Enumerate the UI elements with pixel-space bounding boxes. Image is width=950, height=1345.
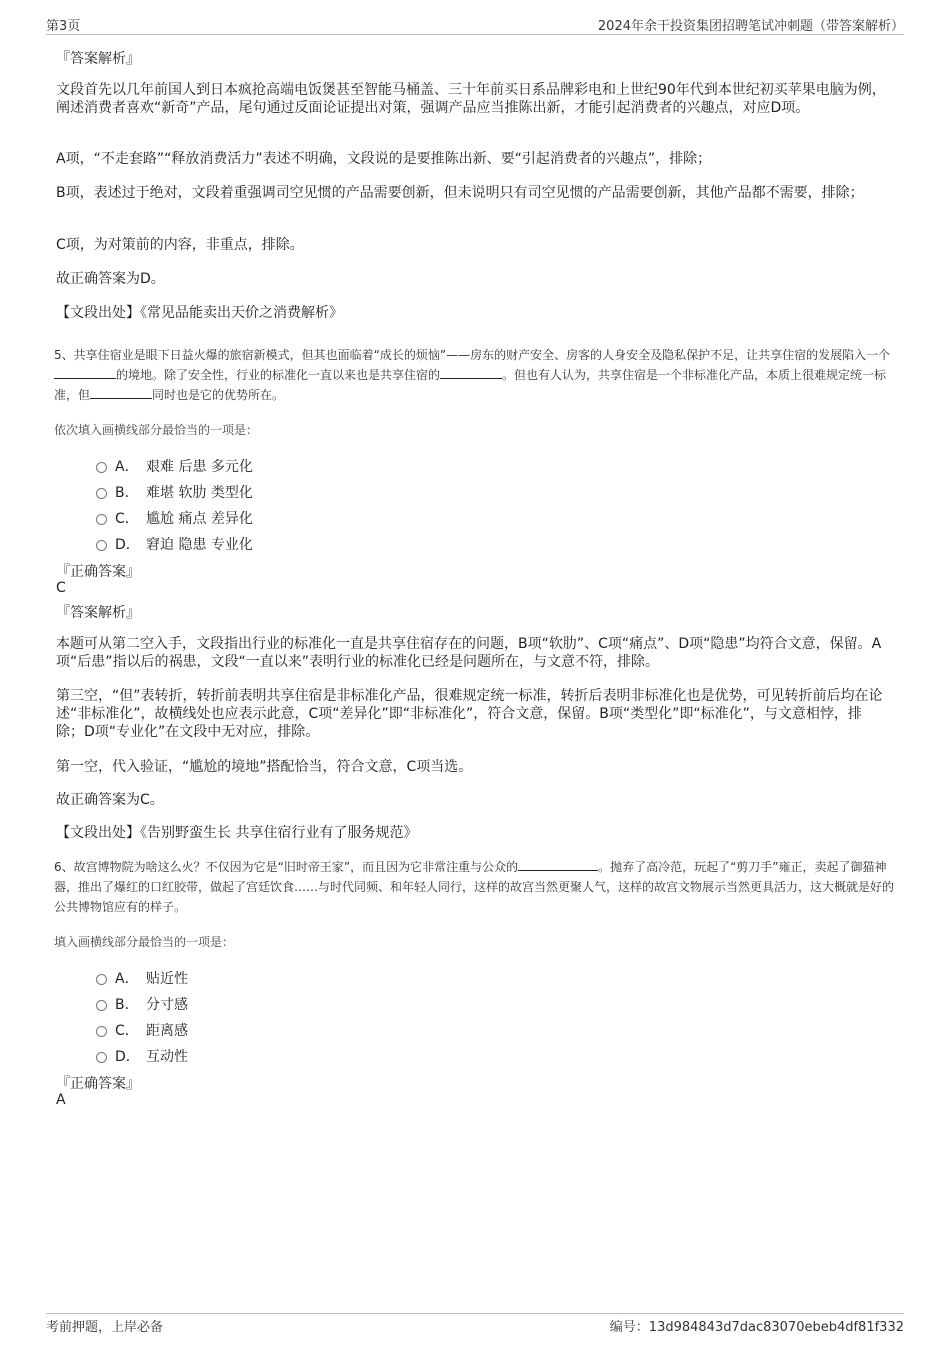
page-number: 第3页 <box>46 19 81 34</box>
radio-icon[interactable] <box>96 974 107 985</box>
page-header <box>46 14 904 35</box>
correct-answer-label: 『正确答案』 <box>56 1076 140 1092</box>
fill-blank <box>54 366 116 379</box>
page-footer <box>46 1313 904 1336</box>
analysis-paragraph: 故正确答案为D。 <box>56 271 165 287</box>
source-citation: 【文段出处】《告别野蛮生长 共享住宿行业有了服务规范》 <box>56 825 418 841</box>
analysis-paragraph: C项，为对策前的内容，非重点，排除。 <box>56 237 304 253</box>
analysis-paragraph: 第一空，代入验证，“尴尬的境地”搭配恰当，符合文意，C项当选。 <box>56 759 473 775</box>
analysis-label: 『答案解析』 <box>56 605 140 621</box>
correct-answer-value: A <box>56 1092 66 1108</box>
correct-answer-label: 『正确答案』 <box>56 564 140 580</box>
document-id: 编号：13d984843d7dac83070ebeb4df81f332 <box>609 1320 904 1335</box>
analysis-paragraph: 故正确答案为C。 <box>56 792 164 808</box>
radio-icon[interactable] <box>96 462 107 473</box>
radio-icon[interactable] <box>96 514 107 525</box>
fill-blank <box>518 858 598 871</box>
question-6-stem: 6、故宫博物院为啥这么火？不仅因为它是“旧时帝王家”，而且因为它非常注重与公众的 。抛弃了高冷范，玩起了“剪刀手”雍正，卖起了御猫神器，推出了爆红的口红胶带，做起了宫廷饮食……与时代同频、和年轻人同行，这样的故宫当然更聚人气，这样的故宫文物展示当然更具活力，这大概就是好的公共博物馆应有的样子。 <box>54 860 895 914</box>
analysis-paragraph: 本题可从第二空入手，文段指出行业的标准化一直是共享住宿存在的问题，B项“软肋”、C项“痛点”、D项“隐患”均符合文意，保留。A项“后患”指以后的祸患，文段“一直以来”表明行业的标准化已经是问题所在，与文意不符，排除。 <box>56 636 882 670</box>
fill-blank <box>440 366 502 379</box>
radio-icon[interactable] <box>96 1026 107 1037</box>
question-6-prompt: 填入画横线部分最恰当的一项是： <box>54 935 235 949</box>
analysis-paragraph: A项，“不走套路”“释放消费活力”表述不明确，文段说的是要推陈出新、要“引起消费者的兴趣点”，排除； <box>56 151 712 167</box>
analysis-paragraph: B项，表述过于绝对，文段着重强调司空见惯的产品需要创新，但未说明只有司空见惯的产品需要创新，其他产品都不需要，排除； <box>56 185 864 201</box>
radio-icon[interactable] <box>96 488 107 499</box>
radio-icon[interactable] <box>96 1000 107 1011</box>
correct-answer-value: C <box>56 580 66 596</box>
footer-slogan: 考前押题，上岸必备 <box>46 1320 164 1335</box>
radio-icon[interactable] <box>96 1052 107 1063</box>
fill-blank <box>90 386 152 399</box>
radio-icon[interactable] <box>96 540 107 551</box>
question-5-stem: 5、共享住宿业是眼下日益火爆的旅宿新模式，但其也面临着“成长的烦恼”——房东的财产安全、房客的人身安全及隐私保护不足，让共享住宿的发展陷入一个的境地。除了安全性，行业的标准化一直以来也是共享住宿的 。但也有人认为，共享住宿是一个非标准化产品，本质上很难规定统一标准，但 同时也是它的优势所在。 <box>54 348 891 402</box>
analysis-paragraph: 文段首先以几年前国人到日本疯抢高端电饭煲甚至智能马桶盖、三十年前买日系品牌彩电和上世纪90年代到本世纪初买苹果电脑为例，阐述消费者喜欢“新奇”产品，尾句通过反面论证提出对策，强调产品应当推陈出新，才能引起消费者的兴趣点，对应D项。 <box>56 82 886 116</box>
question-5-prompt: 依次填入画横线部分最恰当的一项是： <box>54 423 259 437</box>
document-title: 2024年余干投资集团招聘笔试冲刺题（带答案解析） <box>597 19 904 34</box>
source-citation: 【文段出处】《常见品能卖出天价之消费解析》 <box>56 305 343 321</box>
analysis-paragraph: 第三空，“但”表转折，转折前表明共享住宿是非标准化产品，很难规定统一标准，转折后表明非标准化也是优势，可见转折前后均在论述“非标准化”，故横线处也应表示此意，C项“差异化”即“非标准化”，符合文意，保留。B项“类型化”即“标准化”，与文意相悖，排除；D项“专业化”在文段中无对应，排除。 <box>56 688 883 740</box>
analysis-label: 『答案解析』 <box>56 51 140 67</box>
